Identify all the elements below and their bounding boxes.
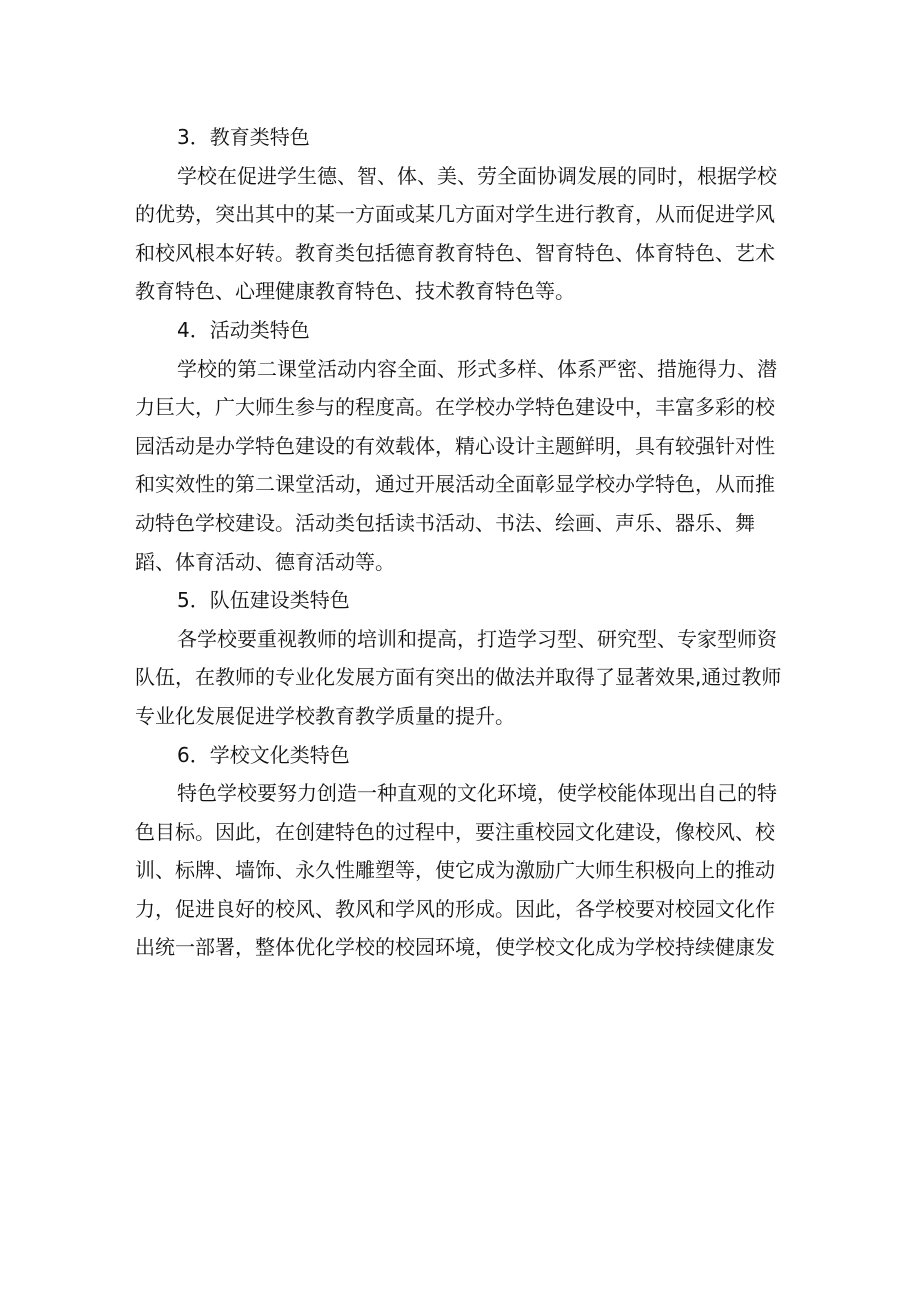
paragraph-line: 教育特色、心理健康教育特色、技术教育特色等。 [135, 279, 575, 304]
paragraph-line: 动特色学校建设。活动类包括读书活动、书法、绘画、声乐、器乐、舞 [135, 510, 755, 535]
paragraph-line: 专业化发展促进学校教育教学质量的提升。 [135, 703, 515, 728]
paragraph-line: 园活动是办学特色建设的有效载体，精心设计主题鲜明，具有较强针对性 [135, 433, 775, 458]
paragraph-line: 各学校要重视教师的培训和提高，打造学习型、研究型、专家型师资 [177, 626, 777, 651]
paragraph-line: 出统一部署，整体优化学校的校园环境，使学校文化成为学校持续健康发 [135, 935, 775, 960]
paragraph-line: 队伍，在教师的专业化发展方面有突出的做法并取得了显著效果,通过教师 [135, 665, 782, 690]
section-heading-6: 6．学校文化类特色 [177, 742, 350, 767]
paragraph-line: 学校的第二课堂活动内容全面、形式多样、体系严密、措施得力、潜 [177, 356, 777, 381]
paragraph-line: 学校在促进学生德、智、体、美、劳全面协调发展的同时，根据学校 [177, 163, 777, 188]
paragraph-line: 训、标牌、墙饰、永久性雕塑等，使它成为激励广大师生积极向上的推动 [135, 858, 775, 883]
paragraph-line: 蹈、体育活动、德育活动等。 [135, 549, 395, 574]
paragraph-line: 和实效性的第二课堂活动，通过开展活动全面彰显学校办学特色，从而推 [135, 472, 775, 497]
section-heading-3: 3．教育类特色 [177, 125, 310, 149]
paragraph-line: 特色学校要努力创造一种直观的文化环境，使学校能体现出自己的特 [177, 781, 777, 806]
section-heading-5: 5．队伍建设类特色 [177, 588, 350, 613]
document-body [135, 118, 795, 967]
paragraph-line: 和校风根本好转。教育类包括德育教育特色、智育特色、体育特色、艺术 [135, 240, 775, 265]
paragraph-line: 力巨大，广大师生参与的程度高。在学校办学特色建设中，丰富多彩的校 [135, 395, 775, 420]
paragraph-line: 的优势，突出其中的某一方面或某几方面对学生进行教育，从而促进学风 [135, 202, 775, 227]
paragraph-line: 色目标。因此，在创建特色的过程中，要注重校园文化建设，像校风、校 [135, 819, 775, 844]
section-heading-4: 4．活动类特色 [177, 317, 310, 342]
paragraph-line: 力，促进良好的校风、教风和学风的形成。因此，各学校要对校园文化作 [135, 896, 775, 921]
